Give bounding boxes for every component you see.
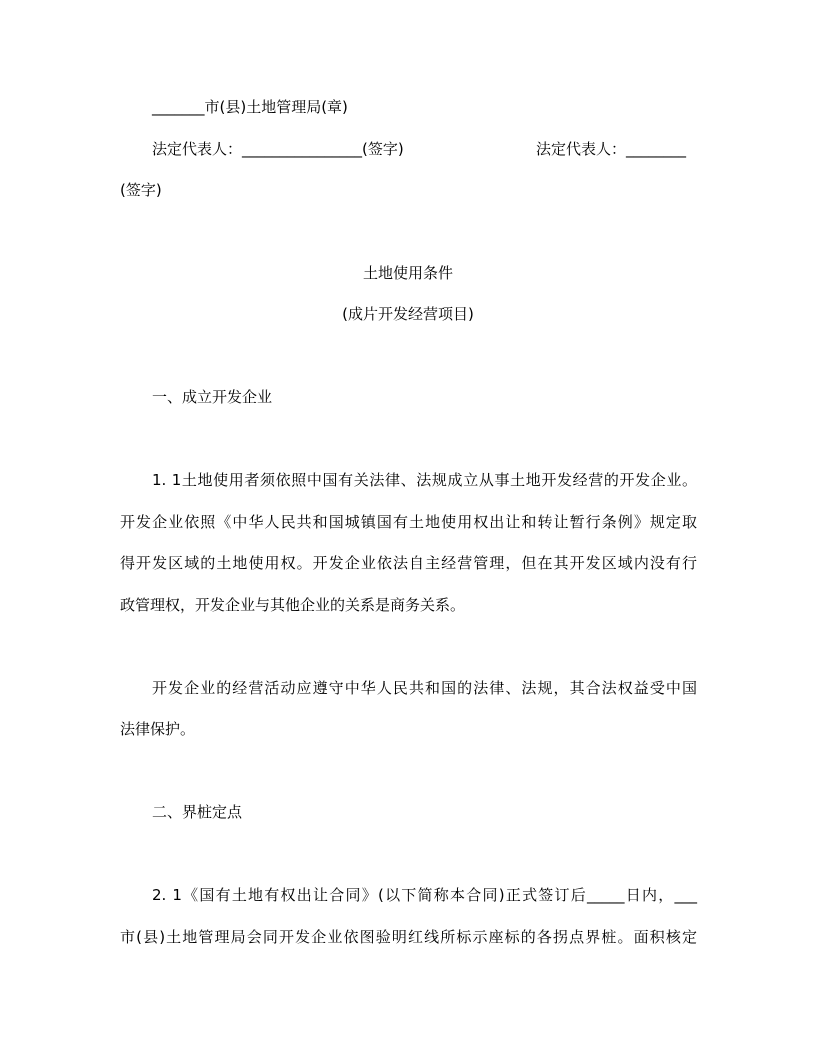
paragraph-line: 开发企业的经营活动应遵守中华人民共和国的法律、法规，其合法权益受中国 <box>152 679 697 697</box>
appendix-subtitle: (成片开发经营项目) <box>342 305 474 323</box>
paragraph-line: 政管理权，开发企业与其他企业的关系是商务关系。 <box>120 596 466 614</box>
paragraph-line: 得开发区域的土地使用权。开发企业依法自主经营管理，但在其开发区域内没有行 <box>120 554 697 572</box>
sign-wrap: (签字) <box>120 181 162 199</box>
legal-rep-left: 法定代表人：________________(签字) <box>152 140 404 158</box>
legal-rep-right: 法定代表人：________ <box>536 140 687 158</box>
paragraph-line: 开发企业依照《中华人民共和国城镇国有土地使用权出让和转让暂行条例》规定取 <box>120 513 697 531</box>
section-heading: 二、界桩定点 <box>152 803 243 821</box>
paragraph-line: 法律保护。 <box>120 720 196 738</box>
section-heading: 一、成立开发企业 <box>152 388 273 406</box>
paragraph-line: 市(县)土地管理局会同开发企业依图验明红线所标示座标的各拐点界桩。面积核定 <box>120 928 697 946</box>
paragraph-line: 1. 1土地使用者须依照中国有关法律、法规成立从事土地开发经营的开发企业。 <box>152 471 697 489</box>
appendix-title: 土地使用条件 <box>362 264 453 282</box>
paragraph-line: 2. 1《国有土地有权出让合同》(以下简称本合同)正式签订后_____日内，___ <box>152 886 697 904</box>
bureau-seal-line: _______市(县)土地管理局(章) <box>152 98 348 116</box>
